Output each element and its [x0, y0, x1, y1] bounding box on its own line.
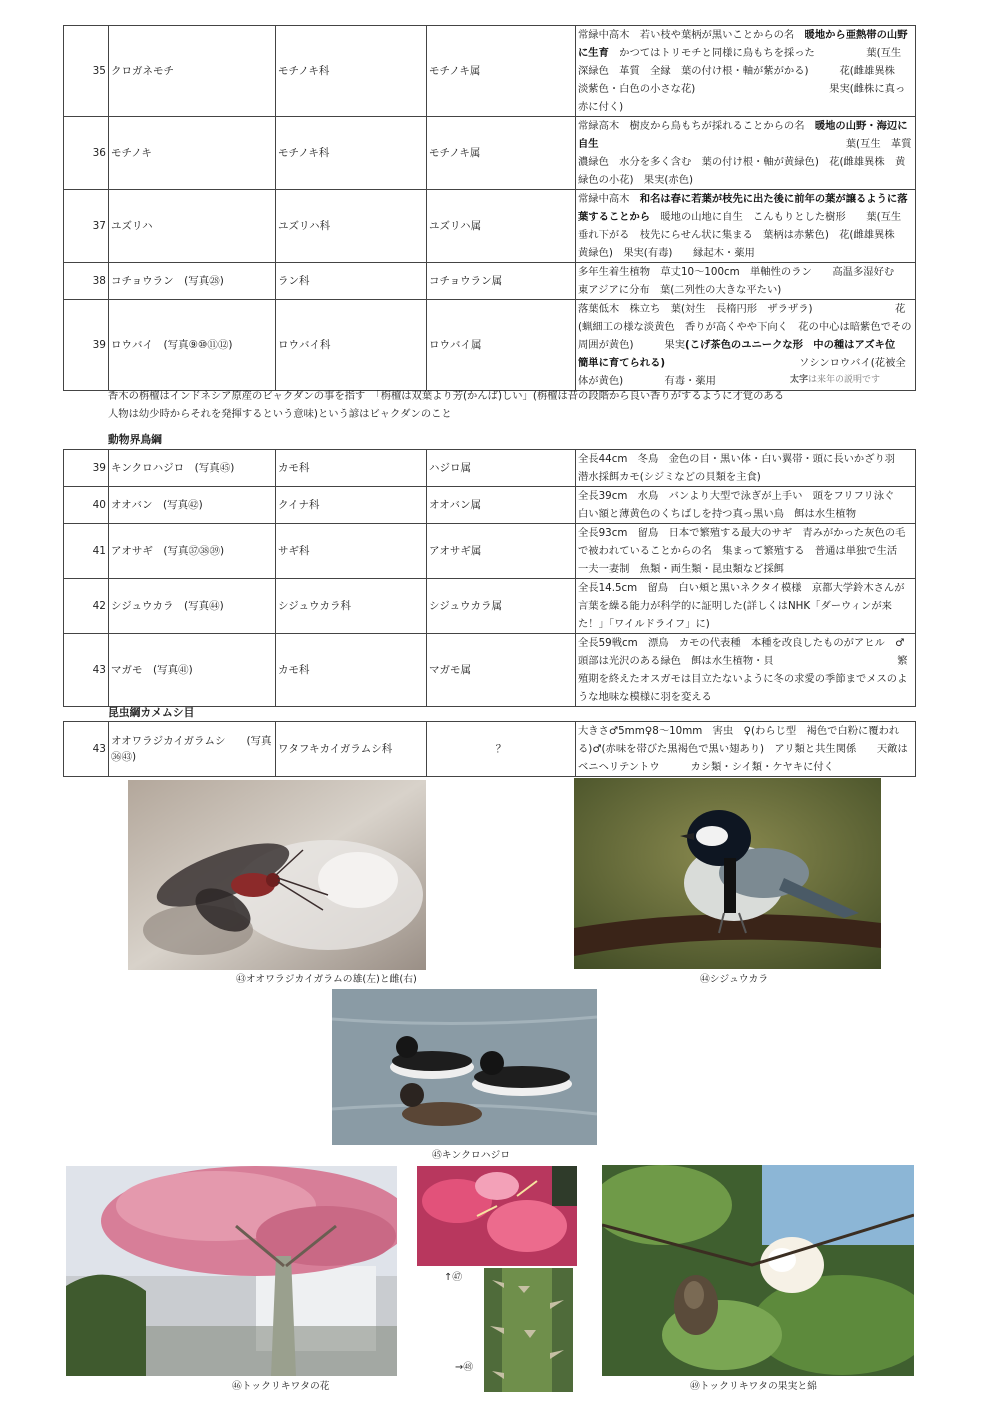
genus-name: コチョウラン属 [427, 263, 576, 300]
caption-photo-47: ↑㊼ [444, 1272, 463, 1283]
description-emphasis: 和名は春に若葉が枝先に出た後に前年の葉が譲るように落葉することから [578, 193, 908, 223]
family-name: シジュウカラ科 [276, 579, 427, 634]
genus-name: モチノキ属 [427, 26, 576, 117]
species-name: オオワラジカイガラムシ (写真㊱㊸) [109, 722, 276, 777]
family-name: カモ科 [276, 450, 427, 487]
species-name: シジュウカラ (写真㊹) [109, 579, 276, 634]
species-name: キンクロハジロ (写真㊺) [109, 450, 276, 487]
bird-row [64, 487, 916, 524]
species-name: マガモ (写真㊶) [109, 634, 276, 707]
species-description: 全長59戦cm 漂鳥 カモの代表種 本種を改良したものがアヒル ♂頭部は光沢のある緑色 餌は水生植物・貝 繁殖期を終えたオスガモは目立たないように冬の求愛の季節までメスのような地味な模様に羽を変える [576, 634, 916, 707]
species-description [576, 117, 922, 190]
genus-name: ？ [427, 722, 576, 777]
caption-photo-49: ㊾トックリキワタの果実と綿 [690, 1381, 817, 1392]
row-number: 37 [64, 190, 109, 263]
species-name: オオバン (写真㊷) [109, 487, 276, 524]
description-emphasis: 暖地から亜熱帯の山野に生育 [578, 29, 908, 59]
caption-photo-46: ㊻トックリキワタの花 [232, 1381, 330, 1392]
plant-row [64, 263, 916, 300]
species-description: 大きさ♂5mm♀8～10mm 害虫 ♀(わらじ型 褐色で白粉に覆われる)♂(赤味を帯びた黒褐色で黒い翅あり) アリ類と共生関係 天敵はベニヘリテントウ カシ類・シイ類・ケヤキに付く [576, 722, 916, 777]
row-number: 43 [64, 634, 109, 707]
description-text: 常緑中高木 [578, 193, 640, 205]
row-number: 36 [64, 117, 109, 190]
genus-name: マガモ属 [427, 634, 576, 707]
photo-japanese-tit [574, 778, 881, 969]
plant-row [64, 117, 916, 190]
species-name: ロウバイ (写真⑨⑩⑪⑫) [109, 300, 276, 391]
genus-name: モチノキ属 [427, 117, 576, 190]
row-number: 39 [64, 300, 109, 391]
species-name: モチノキ [109, 117, 276, 190]
description-text: かつてはトリモチと同様に鳥もちを採った 葉(互生 深緑色 革質 全縁 葉の付け根・軸が紫がかる) 花(雌雄異株 淡紫色・白色の小さな花) 果実(雌株に真っ赤に付く) [578, 47, 912, 113]
genus-name: シジュウカラ属 [427, 579, 576, 634]
plant-table [63, 25, 922, 391]
bird-section-heading: 動物界鳥綱 [108, 433, 162, 446]
insect-row [64, 722, 916, 777]
legend-stamp: 太字は来年の説明です [790, 375, 881, 385]
row-number: 41 [64, 524, 109, 579]
family-name: ロウバイ科 [276, 300, 427, 391]
plant-row [64, 190, 916, 263]
caption-photo-48: →㊽ [455, 1362, 474, 1373]
photo-scale-insect [128, 780, 426, 970]
species-name: ユズリハ [109, 190, 276, 263]
note-line-2: 人物は幼少時からそれを発揮するという意味)という諺はビャクダンのこと [108, 408, 452, 420]
description-text: ソシンロウバイ(花被全体が黄色) 有毒・薬用 [578, 357, 906, 387]
family-name: クイナ科 [276, 487, 427, 524]
photo-silk-floss-tree [66, 1166, 397, 1376]
row-number: 38 [64, 263, 109, 300]
bird-row [64, 524, 916, 579]
photo-silk-floss-fruit [602, 1165, 914, 1376]
species-name: クロガネモチ [109, 26, 276, 117]
genus-name: オオバン属 [427, 487, 576, 524]
description-emphasis: 暖地の山野・海辺に自生 [578, 120, 908, 150]
photo-thorny-trunk [484, 1268, 573, 1392]
family-name: サギ科 [276, 524, 427, 579]
family-name: モチノキ科 [276, 26, 427, 117]
row-number: 43 [64, 722, 109, 777]
family-name: ラン科 [276, 263, 427, 300]
insect-table [63, 721, 916, 777]
description-text: 葉(互生 革質 濃緑色 水分を多く含む 葉の付け根・軸が黄緑色) 花(雌雄異株 黄緑色の小花) 果実(赤色) [578, 138, 922, 186]
species-description [576, 190, 916, 263]
species-description [576, 263, 916, 300]
genus-name: ロウバイ属 [427, 300, 576, 391]
row-number: 42 [64, 579, 109, 634]
species-description [576, 26, 916, 117]
row-number: 35 [64, 26, 109, 117]
photo-silk-floss-flower [417, 1166, 577, 1266]
description-text: 多年生着生植物 草丈10～100cm 単軸性のラン 高温多湿好む 東アジアに分布 葉(二列性の大きな平たい) [578, 266, 905, 296]
plant-row [64, 300, 916, 391]
species-description: 全長44cm 冬鳥 金色の目・黒い体・白い翼帯・頭に長いかざり羽 潜水採餌カモ(シジミなどの貝類を主食) [576, 450, 916, 487]
species-description: 全長39cm 水鳥 バンより大型で泳ぎが上手い 頭をフリフリ泳ぐ 白い額と薄黄色のくちばしを持つ真っ黒い鳥 餌は水生植物 [576, 487, 916, 524]
bird-row [64, 579, 916, 634]
photo-tufted-duck [332, 989, 597, 1145]
description-emphasis: (こげ茶色のユニークな形 中の種はアズキ位 簡単に育てられる) [578, 339, 906, 369]
insect-section-heading: 昆虫綱カメムシ目 [108, 706, 195, 719]
note-line-1: 香木の栴檀はインドネシア原産のビャクダンの事を指す 「栴檀は双葉より芳(かんば)しい」(栴檀は昔の段階から良い香りがするように才覚のある [108, 390, 784, 402]
species-name: コチョウラン (写真㉘) [109, 263, 276, 300]
species-description: 全長14.5cm 留鳥 白い頬と黒いネクタイ模様 京都大学鈴木さんが言葉を繰る能力が科学的に証明した(詳しくはNHK「ダーウィンが来た！」「ワイルドライフ」に) [576, 579, 916, 634]
description-text: 常緑高木 樹皮から鳥もちが採れることからの名 [578, 120, 815, 132]
family-name: ワタフキカイガラムシ科 [276, 722, 427, 777]
genus-name: ユズリハ属 [427, 190, 576, 263]
bird-row [64, 450, 916, 487]
genus-name: アオサギ属 [427, 524, 576, 579]
description-text: 落葉低木 株立ち 葉(対生 長楕円形 ザラザラ) 花(蝋細工の様な淡黄色 香りが高くやや下向く 花の中心は暗紫色でその周囲が黄色) 果実 [578, 303, 912, 351]
family-name: モチノキ科 [276, 117, 427, 190]
caption-photo-43: ㊸オオワラジカイガラムの雄(左)と雌(右) [236, 974, 417, 985]
caption-photo-45: ㊺キンクロハジロ [432, 1150, 511, 1161]
species-description: 全長93cm 留鳥 日本で繁殖する最大のサギ 青みがかった灰色の毛で被われていることからの名 集まって繁殖する 普通は単独で生活 一夫一妻制 魚類・両生類・昆虫類など採餌 [576, 524, 916, 579]
caption-photo-44: ㊹シジュウカラ [700, 974, 769, 985]
row-number: 40 [64, 487, 109, 524]
plant-row [64, 26, 916, 117]
row-number: 39 [64, 450, 109, 487]
bird-row [64, 634, 916, 707]
bird-table [63, 449, 916, 707]
species-name: アオサギ (写真㊲㊳㊴) [109, 524, 276, 579]
family-name: カモ科 [276, 634, 427, 707]
description-text: 暖地の山地に自生 こんもりとした樹形 葉(互生 垂れ下がる 枝先にらせん状に集まる 葉柄は赤紫色) 花(雌雄異株 黄緑色) 果実(有毒) 縁起木・薬用 [578, 211, 912, 259]
family-name: ユズリハ科 [276, 190, 427, 263]
description-text: 常緑中高木 若い枝や葉柄が黒いことからの名 [578, 29, 805, 41]
genus-name: ハジロ属 [427, 450, 576, 487]
